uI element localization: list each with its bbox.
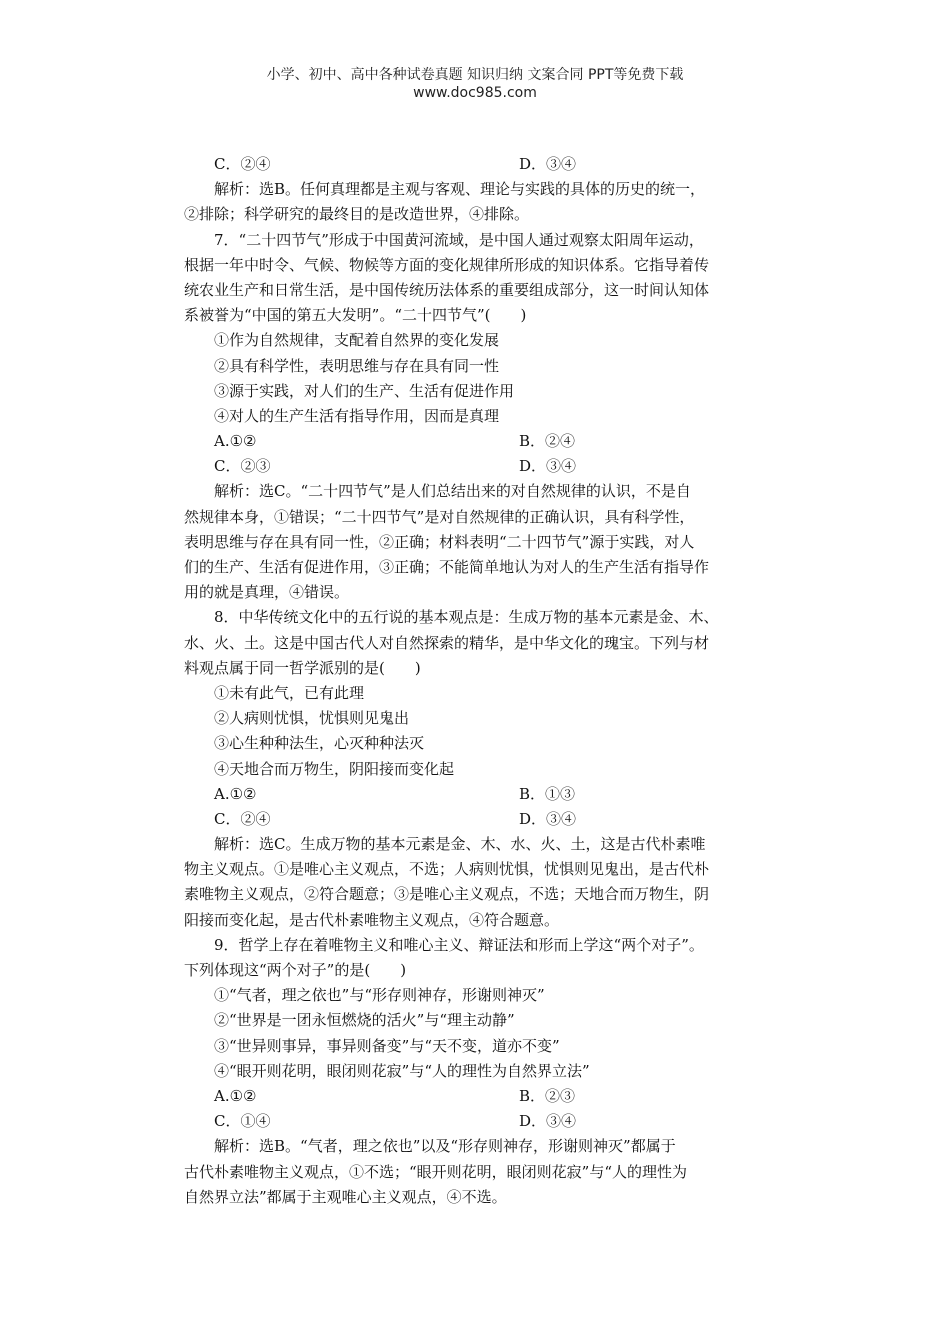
answer-options-row (214, 1084, 794, 1109)
text-line: 表明思维与存在具有同一性，②正确；材料表明“二十四节气”源于实践，对人 (184, 532, 695, 551)
text-line: 们的生产、生活有促进作用，③正确；不能简单地认为对人的生产生活有指导作 (184, 558, 710, 576)
text-line: ④“眼开则花明，眼闭则花寂”与“人的理性为自然界立法” (214, 1061, 590, 1080)
answer-options-row (214, 454, 794, 479)
answer-option: C．②④ (214, 809, 271, 828)
text-line: ③源于实践，对人们的生产、生活有促进作用 (214, 381, 515, 400)
answer-option: B．①③ (519, 784, 576, 803)
text-line: ②“世界是一团永恒燃烧的活火”与“理主动静” (214, 1011, 515, 1030)
answer-option: D．③④ (519, 1112, 577, 1131)
text-line: ④天地合而万物生，阴阳接而变化起 (214, 759, 455, 778)
answer-option: B．②③ (519, 1086, 576, 1105)
text-line: ③“世异则事异，事异则备变”与“天不变，道亦不变” (214, 1036, 560, 1055)
text-line: 下列体现这“两个对子”的是( ) (184, 961, 407, 979)
header-url[interactable]: www.doc985.com (413, 85, 537, 101)
text-line: ④对人的生产生活有指导作用，因而是真理 (214, 406, 500, 425)
text-line: ①未有此气，已有此理 (214, 683, 365, 702)
text-line: 物主义观点。①是唯心主义观点，不选；人病则忧惧，忧惧则见鬼出，是古代朴 (184, 860, 710, 879)
text-line: 根据一年中时令、气候、物候等方面的变化规律所形成的知识体系。它指导着传 (184, 255, 710, 274)
answer-option: A.①② (214, 1086, 257, 1105)
answer-option: A.①② (214, 432, 257, 451)
text-line: 自然界立法”都属于主观唯心主义观点，④不选。 (184, 1187, 507, 1206)
text-line: 统农业生产和日常生活，是中国传统历法体系的重要组成部分，这一时间认知体 (184, 280, 710, 299)
answer-option: B．②④ (519, 432, 576, 451)
answer-options-row (214, 429, 794, 454)
answer-option: A.①② (214, 784, 257, 803)
text-line: 然规律本身，①错误；“二十四节气”是对自然规律的正确认识，具有科学性， (184, 507, 695, 526)
document-body (184, 152, 794, 1210)
text-line: 解析：选C。“二十四节气”是人们总结出来的对自然规律的认识，不是自 (214, 482, 691, 501)
answer-options-row (214, 807, 794, 832)
text-line: ③心生种种法生，心灭种种法灭 (214, 734, 425, 753)
text-line: ①“气者，理之依也”与“形存则神存，形谢则神灭” (214, 986, 545, 1005)
text-line: 用的就是真理，④错误。 (184, 583, 350, 602)
text-line: 阳接而变化起，是古代朴素唯物主义观点，④符合题意。 (184, 910, 560, 929)
answer-option: C．②④ (214, 155, 271, 173)
text-line: 古代朴素唯物主义观点，①不选；“眼开则花明，眼闭则花寂”与“人的理性为 (184, 1162, 688, 1181)
text-line: ①作为自然规律，支配着自然界的变化发展 (214, 331, 500, 350)
text-line: 9．哲学上存在着唯物主义和唯心主义、辩证法和形而上学这“两个对子”。 (214, 935, 704, 954)
text-line: 料观点属于同一哲学派别的是( ) (184, 658, 421, 677)
answer-option: C．①④ (214, 1112, 271, 1131)
text-line: 素唯物主义观点，②符合题意；③是唯心主义观点，不选；天地合而万物生，阴 (184, 885, 710, 904)
text-line: ②排除；科学研究的最终目的是改造世界，④排除。 (184, 205, 530, 224)
text-line: 解析：选B。任何真理都是主观与客观、理论与实践的具体的历史的统一， (214, 180, 706, 199)
text-line: ②具有科学性，表明思维与存在具有同一性 (214, 356, 500, 375)
text-line: 水、火、土。这是中国古代人对自然探索的精华，是中华文化的瑰宝。下列与材 (184, 633, 710, 652)
text-line: 解析：选C。生成万物的基本元素是金、木、水、火、土，这是古代朴素唯 (214, 835, 706, 854)
answer-option: D．③④ (519, 155, 577, 173)
page-header (0, 66, 950, 102)
answer-options-row (214, 782, 794, 807)
answer-option: C．②③ (214, 457, 271, 476)
text-line: 系被誉为“中国的第五大发明”。“二十四节气”( ) (184, 306, 527, 325)
text-line: 解析：选B。“气者，理之依也”以及“形存则神存，形谢则神灭”都属于 (214, 1137, 676, 1156)
answer-option: D．③④ (519, 457, 577, 476)
text-line: 8．中华传统文化中的五行说的基本观点是：生成万物的基本元素是金、木、 (214, 608, 719, 627)
text-line: 7．“二十四节气”形成于中国黄河流域，是中国人通过观察太阳周年运动， (214, 230, 704, 249)
answer-option: D．③④ (519, 809, 577, 828)
text-line: ②人病则忧惧，忧惧则见鬼出 (214, 709, 410, 728)
answer-options-row (214, 152, 794, 177)
header-slogan: 小学、初中、高中各种试卷真题 知识归纳 文案合同 PPT等免费下载 (266, 67, 684, 83)
answer-options-row (214, 1109, 794, 1134)
